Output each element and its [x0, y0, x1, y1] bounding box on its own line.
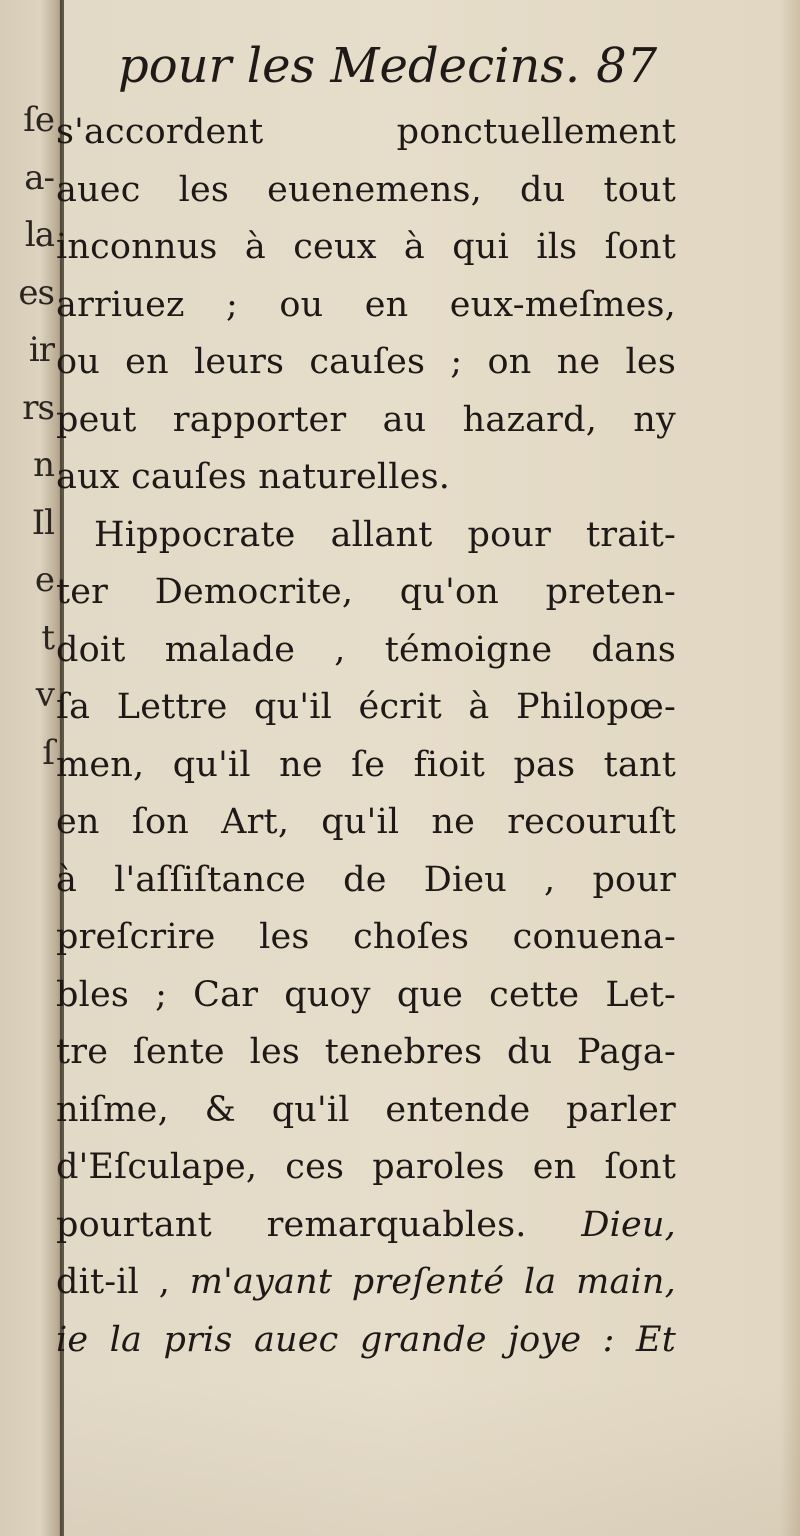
italic-text: m'ayant preſenté la main,	[189, 1262, 676, 1302]
text-line	[56, 449, 676, 507]
roman-text: doit malade , témoigne dans	[56, 629, 676, 670]
text-line	[56, 1024, 676, 1082]
facing-page-fragment: t	[41, 617, 54, 658]
text-line	[56, 1312, 676, 1370]
text-line	[56, 104, 676, 162]
roman-text: niſme, & qu'il entende parler	[56, 1089, 676, 1130]
facing-page-fragment: ſe	[23, 100, 54, 140]
text-line	[56, 334, 676, 392]
italic-text: ie la pris auec grande joye : Et	[56, 1319, 676, 1360]
facing-page-fragment: rs	[22, 387, 54, 428]
text-line	[56, 679, 676, 737]
roman-text: ſa Lettre qu'il écrit à Philopœ-	[56, 687, 676, 727]
facing-page-fragment: a-	[24, 157, 54, 198]
text-line	[56, 219, 676, 277]
roman-text: aux cauſes naturelles.	[56, 457, 451, 497]
roman-text: d'Eſculape, ces paroles en ſont	[56, 1147, 676, 1187]
facing-page-edge	[0, 0, 62, 1536]
roman-text: preſcrire les choſes conuena-	[56, 917, 676, 957]
text-line	[56, 162, 676, 220]
roman-text: peut rapporter au hazard, ny	[56, 399, 676, 440]
roman-text: dit-il ,	[56, 1262, 190, 1302]
text-line	[56, 1139, 676, 1197]
italic-text: Dieu,	[581, 1204, 676, 1245]
roman-text: ter Democrite, qu'on preten-	[56, 572, 676, 612]
facing-page-fragment: v	[35, 675, 54, 715]
roman-text: men, qu'il ne ſe fioit pas tant	[56, 744, 676, 785]
text-line	[56, 1197, 676, 1255]
facing-page-fragment: la	[24, 215, 54, 255]
roman-text: ou en leurs cauſes ; on ne les	[56, 342, 676, 382]
facing-page-fragment: ir	[28, 330, 54, 370]
text-line	[56, 507, 676, 565]
roman-text: en ſon Art, qu'il ne recouruſt	[56, 802, 676, 842]
text-line	[56, 564, 676, 622]
text-line	[56, 277, 676, 335]
roman-text: inconnus à ceux à qui ils ſont	[56, 227, 676, 267]
roman-text: bles ; Car quoy que cette Let-	[56, 974, 676, 1015]
text-line	[56, 1254, 676, 1312]
text-line	[56, 909, 676, 967]
text-line	[56, 852, 676, 910]
facing-page-fragment: Il	[31, 502, 54, 543]
facing-page-fragment: es	[18, 272, 54, 313]
roman-text: s'accordent ponctuellement	[56, 112, 676, 152]
page-shading	[62, 1380, 800, 1536]
facing-page-fragment: n	[33, 445, 54, 485]
text-line	[56, 622, 676, 680]
roman-text: pourtant remarquables.	[56, 1204, 582, 1245]
text-line	[56, 794, 676, 852]
running-header	[118, 38, 678, 108]
roman-text: auec les euenemens, du tout	[56, 169, 676, 210]
roman-text: à l'aſſiſtance de Dieu , pour	[56, 859, 676, 900]
text-line	[56, 737, 676, 795]
text-line	[56, 1082, 676, 1140]
facing-page-fragment: e	[34, 560, 54, 600]
roman-text: Hippocrate allant pour trait-	[94, 514, 676, 555]
text-line	[56, 392, 676, 450]
body-text	[56, 104, 676, 1369]
text-line	[56, 967, 676, 1025]
page-number: 87	[596, 38, 658, 94]
running-title: pour les Medecins.	[118, 38, 581, 94]
roman-text: arriuez ; ou en eux-meſmes,	[56, 284, 676, 325]
facing-page-fragment: ſ	[42, 732, 54, 773]
roman-text: tre ſente les tenebres du Paga-	[56, 1032, 676, 1072]
